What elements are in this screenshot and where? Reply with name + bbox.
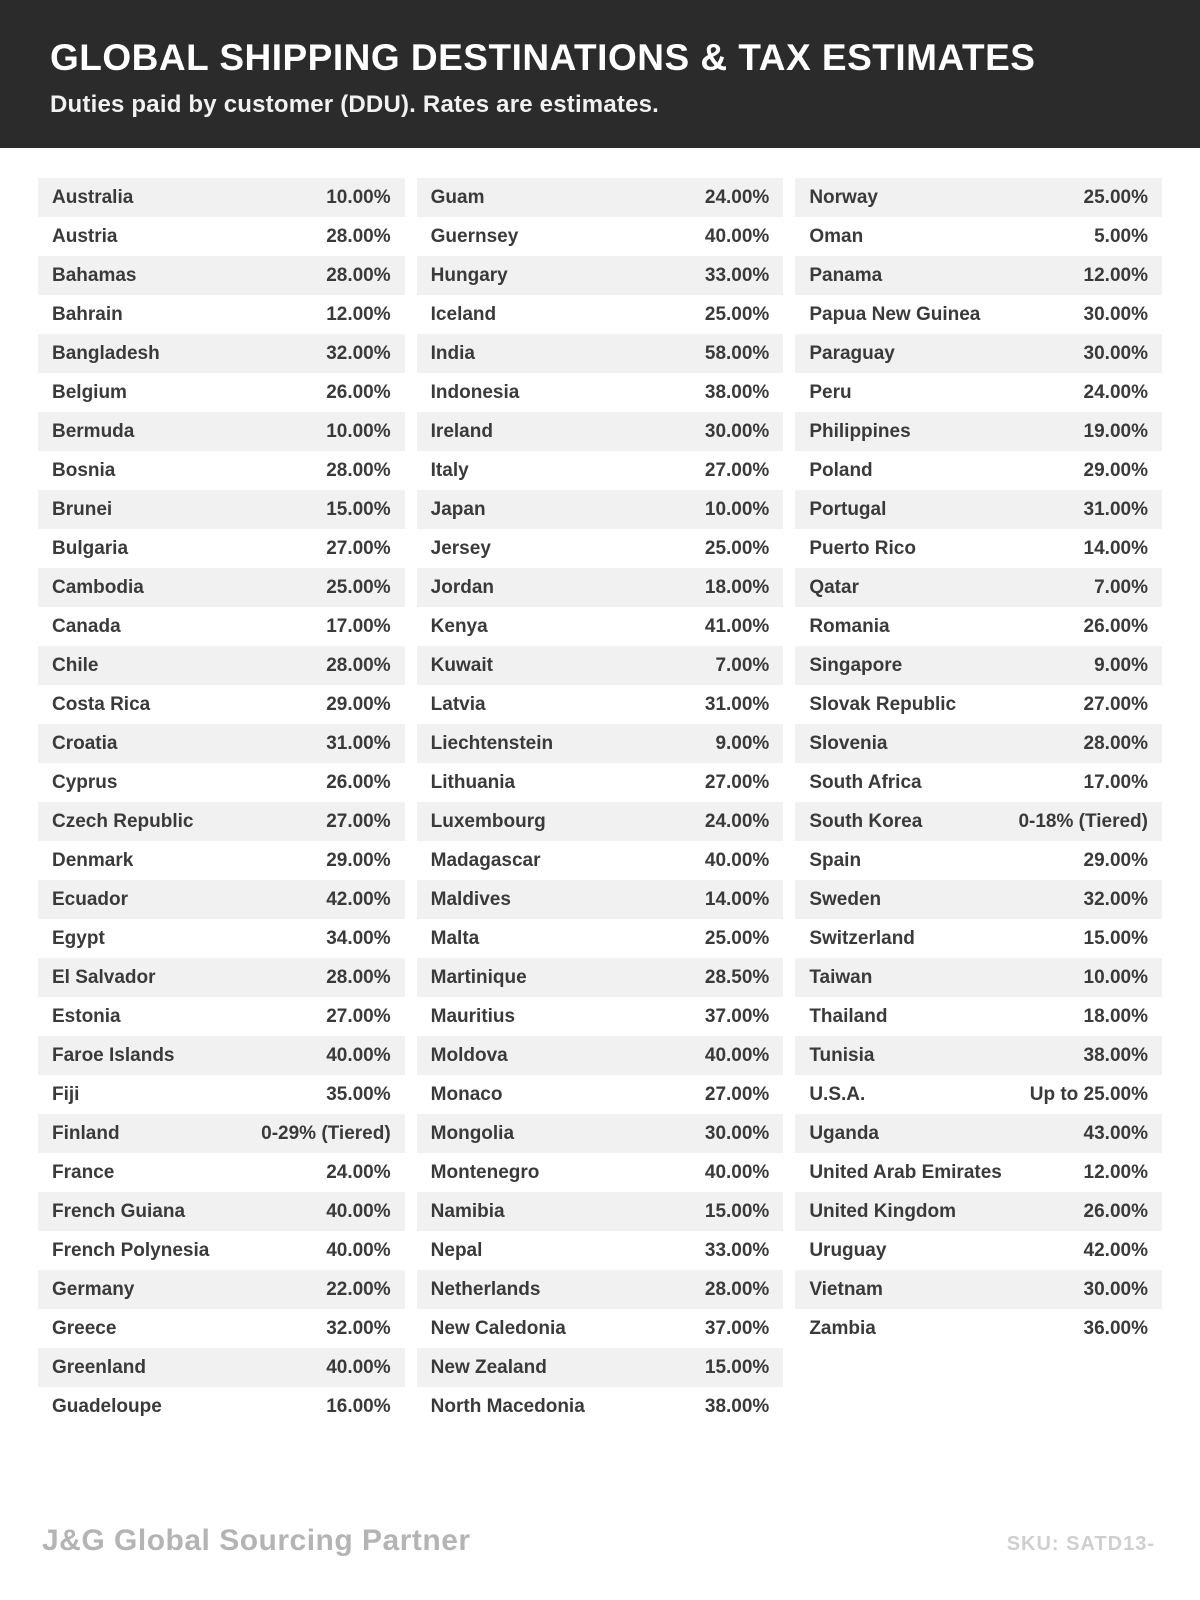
country-name: Bermuda xyxy=(52,420,135,442)
tax-rate: 34.00% xyxy=(326,927,391,949)
tax-rate: 40.00% xyxy=(326,1044,391,1066)
tax-rate: 40.00% xyxy=(704,1161,770,1183)
tax-rate: 19.00% xyxy=(1083,420,1148,442)
tax-rate: 9.00% xyxy=(715,732,770,754)
tax-rate: 30.00% xyxy=(704,420,770,442)
country-name: Brunei xyxy=(52,498,113,520)
table-row xyxy=(417,685,784,724)
country-name: Spain xyxy=(809,849,862,871)
tax-table-column-3 xyxy=(795,178,1162,1348)
country-name: Papua New Guinea xyxy=(809,303,981,325)
table-row xyxy=(417,1387,784,1426)
tax-rate: 26.00% xyxy=(1083,615,1148,637)
country-name: Kuwait xyxy=(430,654,493,676)
tax-rate: Up to 25.00% xyxy=(1029,1083,1148,1105)
table-row xyxy=(38,919,405,958)
country-name: Vietnam xyxy=(809,1278,883,1300)
country-name: Singapore xyxy=(809,654,903,676)
table-row xyxy=(795,607,1162,646)
tax-rate: 5.00% xyxy=(1094,225,1148,247)
country-name: Zambia xyxy=(809,1317,876,1339)
country-name: Guam xyxy=(430,186,485,208)
tax-rate: 25.00% xyxy=(704,927,770,949)
tax-rate: 25.00% xyxy=(704,303,770,325)
country-name: Kenya xyxy=(430,615,488,637)
country-name: Uganda xyxy=(809,1122,880,1144)
tax-rate: 10.00% xyxy=(704,498,770,520)
table-row xyxy=(38,178,405,217)
table-row xyxy=(417,802,784,841)
country-name: Norway xyxy=(809,186,878,208)
table-row xyxy=(417,490,784,529)
table-row xyxy=(795,373,1162,412)
tax-rate: 24.00% xyxy=(704,186,770,208)
country-name: Costa Rica xyxy=(52,693,151,715)
tax-rate: 28.00% xyxy=(326,459,391,481)
country-name: Romania xyxy=(809,615,890,637)
country-name: United Arab Emirates xyxy=(809,1161,1002,1183)
country-name: Poland xyxy=(809,459,873,481)
tax-rate: 28.00% xyxy=(326,966,391,988)
country-name: Moldova xyxy=(430,1044,508,1066)
table-row xyxy=(795,958,1162,997)
table-row xyxy=(38,295,405,334)
tax-rate: 26.00% xyxy=(1083,1200,1148,1222)
table-row xyxy=(38,529,405,568)
tax-rate: 0-18% (Tiered) xyxy=(1018,810,1148,832)
tax-rate: 29.00% xyxy=(326,849,391,871)
country-name: Austria xyxy=(52,225,118,247)
table-row xyxy=(417,1036,784,1075)
country-name: Madagascar xyxy=(430,849,541,871)
table-row xyxy=(795,217,1162,256)
tax-rate: 26.00% xyxy=(326,381,391,403)
country-name: Fiji xyxy=(52,1083,80,1105)
tax-rate: 22.00% xyxy=(326,1278,391,1300)
tax-rate: 41.00% xyxy=(704,615,770,637)
table-row xyxy=(38,334,405,373)
table-row xyxy=(417,646,784,685)
tax-rate: 25.00% xyxy=(1083,186,1148,208)
brand-name: J&G Global Sourcing Partner xyxy=(42,1524,471,1557)
country-name: Uruguay xyxy=(809,1239,887,1261)
table-row xyxy=(417,412,784,451)
table-row xyxy=(795,1153,1162,1192)
tax-rate: 18.00% xyxy=(1083,1005,1148,1027)
tax-rate: 27.00% xyxy=(326,1005,391,1027)
tax-rate: 15.00% xyxy=(704,1356,770,1378)
table-row xyxy=(38,880,405,919)
tax-rate: 9.00% xyxy=(1094,654,1148,676)
country-name: Martinique xyxy=(430,966,527,988)
country-name: United Kingdom xyxy=(809,1200,957,1222)
country-name: French Polynesia xyxy=(52,1239,210,1261)
country-name: Bosnia xyxy=(52,459,116,481)
tax-rate: 10.00% xyxy=(326,186,391,208)
tax-rate: 15.00% xyxy=(326,498,391,520)
table-row xyxy=(795,334,1162,373)
tax-rate: 14.00% xyxy=(704,888,770,910)
table-row xyxy=(38,1075,405,1114)
table-row xyxy=(38,997,405,1036)
tax-rate: 33.00% xyxy=(704,264,770,286)
tax-rate: 15.00% xyxy=(704,1200,770,1222)
tax-rate: 38.00% xyxy=(704,1395,770,1417)
country-name: Monaco xyxy=(430,1083,503,1105)
table-row xyxy=(38,607,405,646)
table-row xyxy=(38,373,405,412)
country-name: Tunisia xyxy=(809,1044,875,1066)
tax-rate: 27.00% xyxy=(326,810,391,832)
table-row xyxy=(38,490,405,529)
tax-rate: 28.00% xyxy=(326,654,391,676)
tax-rate: 12.00% xyxy=(326,303,391,325)
country-name: Montenegro xyxy=(430,1161,540,1183)
table-row xyxy=(795,1231,1162,1270)
table-row xyxy=(795,529,1162,568)
page-title: GLOBAL SHIPPING DESTINATIONS & TAX ESTIMATES xyxy=(50,37,1036,78)
table-row xyxy=(795,178,1162,217)
country-name: Paraguay xyxy=(809,342,895,364)
country-name: Slovenia xyxy=(809,732,888,754)
tax-rate: 40.00% xyxy=(326,1239,391,1261)
table-row xyxy=(38,217,405,256)
tax-table xyxy=(0,148,1200,1524)
table-row xyxy=(38,1387,405,1426)
tax-rate: 29.00% xyxy=(1083,459,1148,481)
tax-rate: 33.00% xyxy=(704,1239,770,1261)
table-row xyxy=(795,1114,1162,1153)
country-name: Australia xyxy=(52,186,134,208)
table-row xyxy=(38,1231,405,1270)
country-name: Greece xyxy=(52,1317,117,1339)
tax-rate: 27.00% xyxy=(704,1083,770,1105)
country-name: Greenland xyxy=(52,1356,146,1378)
table-row xyxy=(38,256,405,295)
tax-table-columns xyxy=(38,178,1162,1426)
tax-rate: 38.00% xyxy=(704,381,770,403)
table-row xyxy=(417,568,784,607)
country-name: North Macedonia xyxy=(430,1395,585,1417)
table-row xyxy=(795,880,1162,919)
table-row xyxy=(417,958,784,997)
table-row xyxy=(795,724,1162,763)
country-name: Mongolia xyxy=(430,1122,515,1144)
tax-rate: 24.00% xyxy=(704,810,770,832)
table-row xyxy=(417,880,784,919)
country-name: El Salvador xyxy=(52,966,156,988)
tax-rate: 26.00% xyxy=(326,771,391,793)
country-name: Switzerland xyxy=(809,927,915,949)
tax-rate: 35.00% xyxy=(326,1083,391,1105)
page-header xyxy=(0,0,1200,148)
tax-rate: 16.00% xyxy=(326,1395,391,1417)
country-name: Croatia xyxy=(52,732,118,754)
tax-rate: 40.00% xyxy=(326,1200,391,1222)
country-name: Hungary xyxy=(430,264,508,286)
tax-rate: 27.00% xyxy=(1083,693,1148,715)
table-row xyxy=(417,724,784,763)
table-row xyxy=(417,997,784,1036)
country-name: Bahamas xyxy=(52,264,137,286)
country-name: New Zealand xyxy=(430,1356,547,1378)
table-row xyxy=(795,1309,1162,1348)
country-name: France xyxy=(52,1161,115,1183)
tax-rate: 42.00% xyxy=(1083,1239,1148,1261)
country-name: Estonia xyxy=(52,1005,121,1027)
country-name: Malta xyxy=(430,927,480,949)
table-row xyxy=(417,1192,784,1231)
country-name: Maldives xyxy=(430,888,511,910)
country-name: Liechtenstein xyxy=(430,732,554,754)
table-row xyxy=(38,1192,405,1231)
country-name: Netherlands xyxy=(430,1278,541,1300)
country-name: Panama xyxy=(809,264,883,286)
table-row xyxy=(417,373,784,412)
tax-rate: 32.00% xyxy=(1083,888,1148,910)
table-row xyxy=(38,763,405,802)
table-row xyxy=(417,919,784,958)
table-row xyxy=(795,997,1162,1036)
table-row xyxy=(795,919,1162,958)
table-row xyxy=(38,724,405,763)
tax-rate: 37.00% xyxy=(704,1317,770,1339)
table-row xyxy=(417,1114,784,1153)
table-row xyxy=(38,568,405,607)
tax-rate: 18.00% xyxy=(704,576,770,598)
page-subtitle: Duties paid by customer (DDU). Rates are estimates. xyxy=(50,90,660,118)
tax-rate: 17.00% xyxy=(326,615,391,637)
tax-rate: 40.00% xyxy=(704,225,770,247)
table-row xyxy=(38,646,405,685)
table-row xyxy=(38,685,405,724)
tax-rate: 30.00% xyxy=(1083,342,1148,364)
country-name: Qatar xyxy=(809,576,859,598)
country-name: Guadeloupe xyxy=(52,1395,162,1417)
country-name: French Guiana xyxy=(52,1200,186,1222)
country-name: Mauritius xyxy=(430,1005,516,1027)
tax-rate: 29.00% xyxy=(1083,849,1148,871)
country-name: New Caledonia xyxy=(430,1317,566,1339)
table-row xyxy=(795,451,1162,490)
tax-rate: 28.00% xyxy=(704,1278,770,1300)
tax-rate: 12.00% xyxy=(1083,264,1148,286)
page-footer xyxy=(0,1524,1200,1600)
tax-rate: 10.00% xyxy=(326,420,391,442)
country-name: Philippines xyxy=(809,420,911,442)
table-row xyxy=(417,451,784,490)
tax-rate: 32.00% xyxy=(326,342,391,364)
table-row xyxy=(417,256,784,295)
tax-rate: 58.00% xyxy=(704,342,770,364)
tax-rate: 28.00% xyxy=(326,264,391,286)
tax-rate: 28.50% xyxy=(704,966,770,988)
country-name: South Africa xyxy=(809,771,922,793)
country-name: Lithuania xyxy=(430,771,516,793)
table-row xyxy=(38,1114,405,1153)
table-row xyxy=(417,841,784,880)
table-row xyxy=(417,1153,784,1192)
tax-rate: 10.00% xyxy=(1083,966,1148,988)
table-row xyxy=(417,178,784,217)
tax-rate: 40.00% xyxy=(704,1044,770,1066)
table-row xyxy=(38,412,405,451)
table-row xyxy=(417,607,784,646)
tax-rate: 32.00% xyxy=(326,1317,391,1339)
table-row xyxy=(38,841,405,880)
table-row xyxy=(795,256,1162,295)
country-name: Iceland xyxy=(430,303,497,325)
tax-rate: 27.00% xyxy=(704,459,770,481)
tax-rate: 7.00% xyxy=(715,654,770,676)
sku-label: SKU: SATD13- xyxy=(1006,1533,1155,1555)
country-name: Peru xyxy=(809,381,852,403)
tax-rate: 7.00% xyxy=(1094,576,1148,598)
tax-rate: 27.00% xyxy=(326,537,391,559)
table-row xyxy=(795,490,1162,529)
tax-rate: 43.00% xyxy=(1083,1122,1148,1144)
country-name: Italy xyxy=(430,459,469,481)
table-row xyxy=(795,763,1162,802)
country-name: Latvia xyxy=(430,693,486,715)
country-name: Oman xyxy=(809,225,864,247)
table-row xyxy=(795,1192,1162,1231)
table-row xyxy=(38,1348,405,1387)
tax-rate: 36.00% xyxy=(1083,1317,1148,1339)
tax-rate: 30.00% xyxy=(1083,303,1148,325)
table-row xyxy=(795,802,1162,841)
tax-rate: 25.00% xyxy=(704,537,770,559)
tax-rate: 29.00% xyxy=(326,693,391,715)
table-row xyxy=(38,451,405,490)
tax-rate: 28.00% xyxy=(1083,732,1148,754)
tax-rate: 31.00% xyxy=(704,693,770,715)
tax-table-column-2 xyxy=(417,178,784,1426)
country-name: India xyxy=(430,342,475,364)
tax-rate: 37.00% xyxy=(704,1005,770,1027)
tax-rate: 14.00% xyxy=(1083,537,1148,559)
table-row xyxy=(417,1309,784,1348)
country-name: Cambodia xyxy=(52,576,144,598)
tax-rate: 15.00% xyxy=(1083,927,1148,949)
table-row xyxy=(38,1153,405,1192)
country-name: Cyprus xyxy=(52,771,118,793)
table-row xyxy=(795,1036,1162,1075)
country-name: Puerto Rico xyxy=(809,537,916,559)
country-name: Guernsey xyxy=(430,225,519,247)
tax-rate: 28.00% xyxy=(326,225,391,247)
tax-rate: 0-29% (Tiered) xyxy=(261,1122,391,1144)
country-name: Sweden xyxy=(809,888,882,910)
tax-rate: 38.00% xyxy=(1083,1044,1148,1066)
tax-rate: 30.00% xyxy=(1083,1278,1148,1300)
country-name: Japan xyxy=(430,498,486,520)
table-row xyxy=(795,568,1162,607)
tax-rate: 12.00% xyxy=(1083,1161,1148,1183)
table-row xyxy=(795,685,1162,724)
table-row xyxy=(38,802,405,841)
country-name: Luxembourg xyxy=(430,810,546,832)
table-row xyxy=(417,529,784,568)
country-name: Finland xyxy=(52,1122,120,1144)
table-row xyxy=(417,763,784,802)
table-row xyxy=(417,217,784,256)
table-row xyxy=(417,1075,784,1114)
table-row xyxy=(38,958,405,997)
country-name: Egypt xyxy=(52,927,105,949)
country-name: Faroe Islands xyxy=(52,1044,175,1066)
country-name: Canada xyxy=(52,615,121,637)
table-row xyxy=(795,295,1162,334)
country-name: Nepal xyxy=(430,1239,483,1261)
tax-rate: 24.00% xyxy=(326,1161,391,1183)
tax-rate: 24.00% xyxy=(1083,381,1148,403)
table-row xyxy=(38,1036,405,1075)
country-name: Ecuador xyxy=(52,888,129,910)
tax-rate: 17.00% xyxy=(1083,771,1148,793)
country-name: Taiwan xyxy=(809,966,873,988)
tax-rate: 40.00% xyxy=(704,849,770,871)
tax-table-column-1 xyxy=(38,178,405,1426)
country-name: Jersey xyxy=(430,537,491,559)
country-name: Portugal xyxy=(809,498,887,520)
country-name: Denmark xyxy=(52,849,134,871)
table-row xyxy=(417,1231,784,1270)
country-name: Bahrain xyxy=(52,303,123,325)
table-row xyxy=(795,1075,1162,1114)
country-name: Chile xyxy=(52,654,99,676)
table-row xyxy=(795,412,1162,451)
tax-rate: 31.00% xyxy=(1083,498,1148,520)
country-name: Germany xyxy=(52,1278,135,1300)
tax-rate: 40.00% xyxy=(326,1356,391,1378)
tax-rate: 25.00% xyxy=(326,576,391,598)
country-name: Czech Republic xyxy=(52,810,194,832)
country-name: Thailand xyxy=(809,1005,888,1027)
table-row xyxy=(417,1270,784,1309)
country-name: Bangladesh xyxy=(52,342,160,364)
country-name: Namibia xyxy=(430,1200,505,1222)
country-name: U.S.A. xyxy=(809,1083,866,1105)
country-name: Jordan xyxy=(430,576,495,598)
country-name: Indonesia xyxy=(430,381,520,403)
country-name: Belgium xyxy=(52,381,127,403)
table-row xyxy=(38,1309,405,1348)
table-row xyxy=(417,295,784,334)
country-name: Slovak Republic xyxy=(809,693,957,715)
tax-rate: 27.00% xyxy=(704,771,770,793)
table-row xyxy=(795,646,1162,685)
table-row xyxy=(38,1270,405,1309)
country-name: South Korea xyxy=(809,810,923,832)
table-row xyxy=(795,1270,1162,1309)
tax-rate: 42.00% xyxy=(326,888,391,910)
table-row xyxy=(417,334,784,373)
tax-rate: 30.00% xyxy=(704,1122,770,1144)
table-row xyxy=(795,841,1162,880)
tax-rate: 31.00% xyxy=(326,732,391,754)
country-name: Ireland xyxy=(430,420,493,442)
table-row xyxy=(417,1348,784,1387)
country-name: Bulgaria xyxy=(52,537,129,559)
